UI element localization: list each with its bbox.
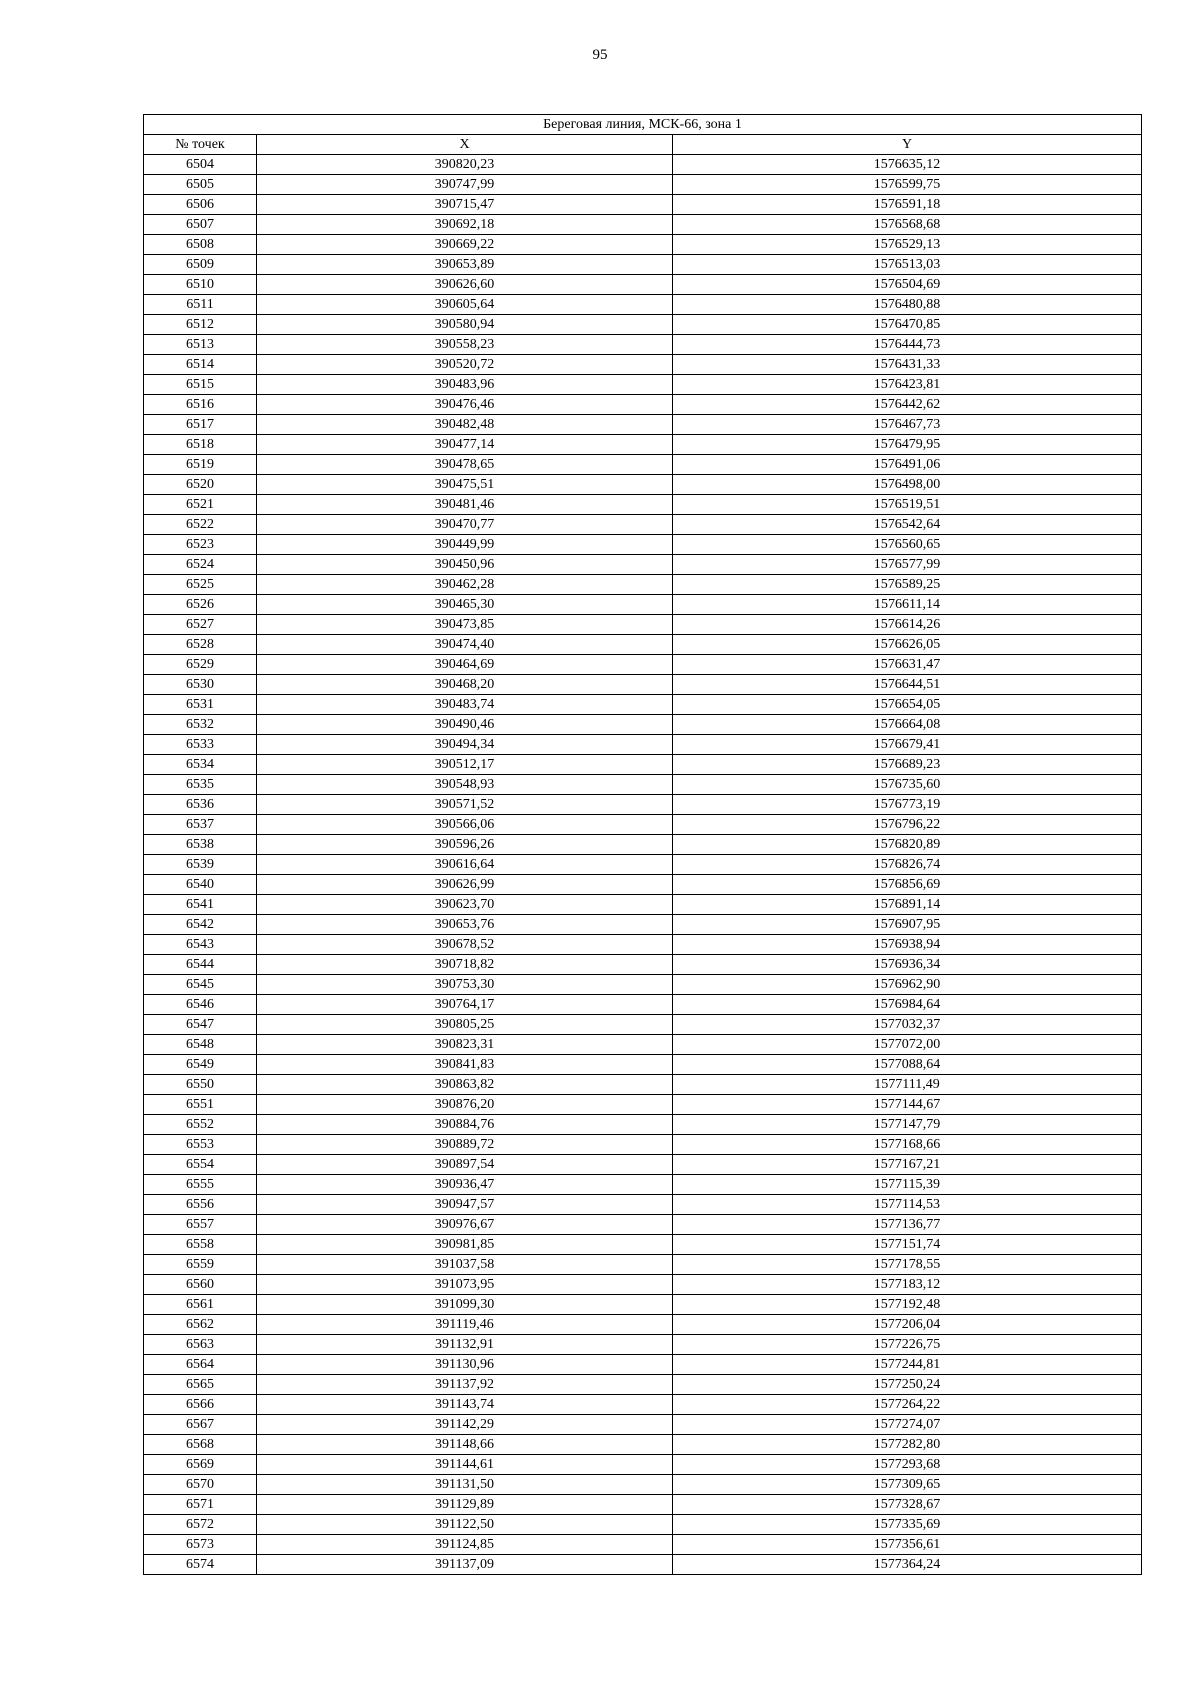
- x-coordinate-cell: 390884,76: [257, 1115, 673, 1135]
- y-coordinate-cell: 1576891,14: [673, 895, 1142, 915]
- table-row: [144, 1395, 1142, 1415]
- table-row: [144, 635, 1142, 655]
- table-row: [144, 715, 1142, 735]
- table-row: [144, 295, 1142, 315]
- x-coordinate-cell: 390764,17: [257, 995, 673, 1015]
- x-coordinate-cell: 390548,93: [257, 775, 673, 795]
- y-coordinate-cell: 1577244,81: [673, 1355, 1142, 1375]
- y-coordinate-cell: 1576654,05: [673, 695, 1142, 715]
- x-coordinate-cell: 390512,17: [257, 755, 673, 775]
- x-coordinate-cell: 390616,64: [257, 855, 673, 875]
- table-body: [144, 155, 1142, 1575]
- y-coordinate-cell: 1577250,24: [673, 1375, 1142, 1395]
- y-coordinate-cell: 1576589,25: [673, 575, 1142, 595]
- point-number-cell: 6570: [144, 1475, 257, 1495]
- point-number-cell: 6562: [144, 1315, 257, 1335]
- x-coordinate-cell: 390863,82: [257, 1075, 673, 1095]
- point-number-cell: 6525: [144, 575, 257, 595]
- point-number-cell: 6510: [144, 275, 257, 295]
- point-number-cell: 6506: [144, 195, 257, 215]
- point-number-cell: 6550: [144, 1075, 257, 1095]
- point-number-cell: 6527: [144, 615, 257, 635]
- y-coordinate-cell: 1576519,51: [673, 495, 1142, 515]
- point-number-cell: 6546: [144, 995, 257, 1015]
- x-coordinate-cell: 390596,26: [257, 835, 673, 855]
- x-coordinate-cell: 390981,85: [257, 1235, 673, 1255]
- table-row: [144, 1135, 1142, 1155]
- x-coordinate-cell: 390482,48: [257, 415, 673, 435]
- x-coordinate-cell: 391124,85: [257, 1535, 673, 1555]
- table-row: [144, 615, 1142, 635]
- x-coordinate-cell: 390483,74: [257, 695, 673, 715]
- y-coordinate-cell: 1576591,18: [673, 195, 1142, 215]
- table-row: [144, 195, 1142, 215]
- table-row: [144, 995, 1142, 1015]
- point-number-cell: 6571: [144, 1495, 257, 1515]
- y-coordinate-cell: 1576470,85: [673, 315, 1142, 335]
- point-number-cell: 6512: [144, 315, 257, 335]
- point-number-cell: 6507: [144, 215, 257, 235]
- table-row: [144, 1435, 1142, 1455]
- y-coordinate-cell: 1576577,99: [673, 555, 1142, 575]
- table-row: [144, 1075, 1142, 1095]
- point-number-cell: 6548: [144, 1035, 257, 1055]
- y-coordinate-cell: 1577293,68: [673, 1455, 1142, 1475]
- table-title: Береговая линия, МСК-66, зона 1: [144, 115, 1142, 135]
- point-number-cell: 6567: [144, 1415, 257, 1435]
- x-coordinate-cell: 390653,89: [257, 255, 673, 275]
- point-number-cell: 6574: [144, 1555, 257, 1575]
- y-coordinate-cell: 1576907,95: [673, 915, 1142, 935]
- x-coordinate-cell: 391037,58: [257, 1255, 673, 1275]
- point-number-cell: 6544: [144, 955, 257, 975]
- table-row: [144, 1235, 1142, 1255]
- x-coordinate-cell: 390449,99: [257, 535, 673, 555]
- x-coordinate-cell: 390520,72: [257, 355, 673, 375]
- table-row: [144, 1175, 1142, 1195]
- point-number-cell: 6537: [144, 815, 257, 835]
- x-coordinate-cell: 391132,91: [257, 1335, 673, 1355]
- x-coordinate-cell: 390474,40: [257, 635, 673, 655]
- point-number-cell: 6563: [144, 1335, 257, 1355]
- point-number-cell: 6542: [144, 915, 257, 935]
- table-row: [144, 1295, 1142, 1315]
- point-number-cell: 6554: [144, 1155, 257, 1175]
- table-row: [144, 155, 1142, 175]
- y-coordinate-cell: 1577309,65: [673, 1475, 1142, 1495]
- point-number-cell: 6526: [144, 595, 257, 615]
- table-row: [144, 1215, 1142, 1235]
- y-coordinate-cell: 1576689,23: [673, 755, 1142, 775]
- table-row: [144, 655, 1142, 675]
- point-number-cell: 6539: [144, 855, 257, 875]
- table-row: [144, 815, 1142, 835]
- table-row: [144, 455, 1142, 475]
- y-coordinate-cell: 1577032,37: [673, 1015, 1142, 1035]
- table-row: [144, 735, 1142, 755]
- x-coordinate-cell: 390669,22: [257, 235, 673, 255]
- point-number-cell: 6553: [144, 1135, 257, 1155]
- x-coordinate-cell: 390468,20: [257, 675, 673, 695]
- table-row: [144, 1475, 1142, 1495]
- x-coordinate-cell: 391130,96: [257, 1355, 673, 1375]
- point-number-cell: 6538: [144, 835, 257, 855]
- table-row: [144, 915, 1142, 935]
- table-row: [144, 235, 1142, 255]
- x-coordinate-cell: 390558,23: [257, 335, 673, 355]
- point-number-cell: 6564: [144, 1355, 257, 1375]
- table-row: [144, 1155, 1142, 1175]
- y-coordinate-cell: 1576513,03: [673, 255, 1142, 275]
- y-coordinate-cell: 1576542,64: [673, 515, 1142, 535]
- x-coordinate-cell: 390571,52: [257, 795, 673, 815]
- y-coordinate-cell: 1576444,73: [673, 335, 1142, 355]
- table-row: [144, 415, 1142, 435]
- y-coordinate-cell: 1576735,60: [673, 775, 1142, 795]
- y-coordinate-cell: 1577144,67: [673, 1095, 1142, 1115]
- y-coordinate-cell: 1577136,77: [673, 1215, 1142, 1235]
- table-row: [144, 535, 1142, 555]
- table-row: [144, 575, 1142, 595]
- point-number-cell: 6565: [144, 1375, 257, 1395]
- y-coordinate-cell: 1577206,04: [673, 1315, 1142, 1335]
- point-number-cell: 6541: [144, 895, 257, 915]
- x-coordinate-cell: 391142,29: [257, 1415, 673, 1435]
- y-coordinate-cell: 1576599,75: [673, 175, 1142, 195]
- y-coordinate-cell: 1576664,08: [673, 715, 1142, 735]
- point-number-cell: 6508: [144, 235, 257, 255]
- y-coordinate-cell: 1577111,49: [673, 1075, 1142, 1095]
- column-header-x: X: [257, 135, 673, 155]
- y-coordinate-cell: 1577328,67: [673, 1495, 1142, 1515]
- y-coordinate-cell: 1576611,14: [673, 595, 1142, 615]
- table-title-row: [144, 115, 1142, 135]
- y-coordinate-cell: 1576442,62: [673, 395, 1142, 415]
- point-number-cell: 6558: [144, 1235, 257, 1255]
- x-coordinate-cell: 391137,09: [257, 1555, 673, 1575]
- x-coordinate-cell: 390753,30: [257, 975, 673, 995]
- x-coordinate-cell: 390476,46: [257, 395, 673, 415]
- point-number-cell: 6529: [144, 655, 257, 675]
- table-row: [144, 255, 1142, 275]
- y-coordinate-cell: 1576984,64: [673, 995, 1142, 1015]
- table-row: [144, 1275, 1142, 1295]
- x-coordinate-cell: 390876,20: [257, 1095, 673, 1115]
- x-coordinate-cell: 391137,92: [257, 1375, 673, 1395]
- page-number: 95: [592, 47, 608, 63]
- point-number-cell: 6573: [144, 1535, 257, 1555]
- table-row: [144, 555, 1142, 575]
- y-coordinate-cell: 1576644,51: [673, 675, 1142, 695]
- table-row: [144, 895, 1142, 915]
- x-coordinate-cell: 390481,46: [257, 495, 673, 515]
- y-coordinate-cell: 1576773,19: [673, 795, 1142, 815]
- point-number-cell: 6568: [144, 1435, 257, 1455]
- point-number-cell: 6530: [144, 675, 257, 695]
- point-number-cell: 6557: [144, 1215, 257, 1235]
- y-coordinate-cell: 1577167,21: [673, 1155, 1142, 1175]
- y-coordinate-cell: 1577264,22: [673, 1395, 1142, 1415]
- point-number-cell: 6520: [144, 475, 257, 495]
- table-row: [144, 1375, 1142, 1395]
- point-number-cell: 6566: [144, 1395, 257, 1415]
- x-coordinate-cell: 390566,06: [257, 815, 673, 835]
- y-coordinate-cell: 1576431,33: [673, 355, 1142, 375]
- point-number-cell: 6513: [144, 335, 257, 355]
- point-number-cell: 6509: [144, 255, 257, 275]
- point-number-cell: 6559: [144, 1255, 257, 1275]
- point-number-cell: 6533: [144, 735, 257, 755]
- x-coordinate-cell: 390678,52: [257, 935, 673, 955]
- table-row: [144, 395, 1142, 415]
- y-coordinate-cell: 1576498,00: [673, 475, 1142, 495]
- x-coordinate-cell: 391073,95: [257, 1275, 673, 1295]
- y-coordinate-cell: 1577364,24: [673, 1555, 1142, 1575]
- x-coordinate-cell: 390494,34: [257, 735, 673, 755]
- y-coordinate-cell: 1576938,94: [673, 935, 1142, 955]
- table-row: [144, 835, 1142, 855]
- x-coordinate-cell: 390626,60: [257, 275, 673, 295]
- table-row: [144, 215, 1142, 235]
- table-header-row: [144, 135, 1142, 155]
- table-row: [144, 495, 1142, 515]
- y-coordinate-cell: 1577183,12: [673, 1275, 1142, 1295]
- point-number-cell: 6518: [144, 435, 257, 455]
- y-coordinate-cell: 1577192,48: [673, 1295, 1142, 1315]
- y-coordinate-cell: 1577072,00: [673, 1035, 1142, 1055]
- x-coordinate-cell: 390490,46: [257, 715, 673, 735]
- x-coordinate-cell: 390473,85: [257, 615, 673, 635]
- point-number-cell: 6517: [144, 415, 257, 435]
- table-row: [144, 1515, 1142, 1535]
- x-coordinate-cell: 390462,28: [257, 575, 673, 595]
- point-number-cell: 6572: [144, 1515, 257, 1535]
- y-coordinate-cell: 1577151,74: [673, 1235, 1142, 1255]
- y-coordinate-cell: 1576529,13: [673, 235, 1142, 255]
- table-row: [144, 335, 1142, 355]
- coordinates-table: [143, 114, 1142, 1575]
- x-coordinate-cell: 391129,89: [257, 1495, 673, 1515]
- point-number-cell: 6511: [144, 295, 257, 315]
- point-number-cell: 6504: [144, 155, 257, 175]
- table-row: [144, 1255, 1142, 1275]
- x-coordinate-cell: 390947,57: [257, 1195, 673, 1215]
- table-row: [144, 935, 1142, 955]
- y-coordinate-cell: 1577088,64: [673, 1055, 1142, 1075]
- column-header-point-number: № точек: [144, 135, 257, 155]
- table-row: [144, 975, 1142, 995]
- x-coordinate-cell: 391119,46: [257, 1315, 673, 1335]
- y-coordinate-cell: 1577115,39: [673, 1175, 1142, 1195]
- table-row: [144, 695, 1142, 715]
- point-number-cell: 6547: [144, 1015, 257, 1035]
- x-coordinate-cell: 390450,96: [257, 555, 673, 575]
- y-coordinate-cell: 1577335,69: [673, 1515, 1142, 1535]
- point-number-cell: 6523: [144, 535, 257, 555]
- x-coordinate-cell: 391148,66: [257, 1435, 673, 1455]
- x-coordinate-cell: 390623,70: [257, 895, 673, 915]
- point-number-cell: 6519: [144, 455, 257, 475]
- y-coordinate-cell: 1576826,74: [673, 855, 1142, 875]
- point-number-cell: 6534: [144, 755, 257, 775]
- table-row: [144, 775, 1142, 795]
- table-row: [144, 795, 1142, 815]
- x-coordinate-cell: 390936,47: [257, 1175, 673, 1195]
- y-coordinate-cell: 1577356,61: [673, 1535, 1142, 1555]
- table-row: [144, 435, 1142, 455]
- point-number-cell: 6560: [144, 1275, 257, 1295]
- y-coordinate-cell: 1576423,81: [673, 375, 1142, 395]
- point-number-cell: 6531: [144, 695, 257, 715]
- table-row: [144, 1555, 1142, 1575]
- table-row: [144, 375, 1142, 395]
- point-number-cell: 6551: [144, 1095, 257, 1115]
- y-coordinate-cell: 1576856,69: [673, 875, 1142, 895]
- table-row: [144, 675, 1142, 695]
- y-coordinate-cell: 1576936,34: [673, 955, 1142, 975]
- x-coordinate-cell: 390897,54: [257, 1155, 673, 1175]
- table-row: [144, 595, 1142, 615]
- table-row: [144, 1535, 1142, 1555]
- x-coordinate-cell: 390823,31: [257, 1035, 673, 1055]
- y-coordinate-cell: 1576467,73: [673, 415, 1142, 435]
- point-number-cell: 6561: [144, 1295, 257, 1315]
- point-number-cell: 6516: [144, 395, 257, 415]
- x-coordinate-cell: 391122,50: [257, 1515, 673, 1535]
- x-coordinate-cell: 390715,47: [257, 195, 673, 215]
- point-number-cell: 6514: [144, 355, 257, 375]
- point-number-cell: 6524: [144, 555, 257, 575]
- table-row: [144, 1055, 1142, 1075]
- x-coordinate-cell: 390475,51: [257, 475, 673, 495]
- table-row: [144, 175, 1142, 195]
- y-coordinate-cell: 1577147,79: [673, 1115, 1142, 1135]
- point-number-cell: 6540: [144, 875, 257, 895]
- y-coordinate-cell: 1577178,55: [673, 1255, 1142, 1275]
- point-number-cell: 6545: [144, 975, 257, 995]
- point-number-cell: 6543: [144, 935, 257, 955]
- y-coordinate-cell: 1576480,88: [673, 295, 1142, 315]
- x-coordinate-cell: 390692,18: [257, 215, 673, 235]
- table-row: [144, 1415, 1142, 1435]
- table-row: [144, 1495, 1142, 1515]
- x-coordinate-cell: 390653,76: [257, 915, 673, 935]
- x-coordinate-cell: 390747,99: [257, 175, 673, 195]
- y-coordinate-cell: 1576626,05: [673, 635, 1142, 655]
- x-coordinate-cell: 390976,67: [257, 1215, 673, 1235]
- y-coordinate-cell: 1576962,90: [673, 975, 1142, 995]
- table-row: [144, 275, 1142, 295]
- y-coordinate-cell: 1576560,65: [673, 535, 1142, 555]
- table-row: [144, 1095, 1142, 1115]
- x-coordinate-cell: 390465,30: [257, 595, 673, 615]
- x-coordinate-cell: 390820,23: [257, 155, 673, 175]
- point-number-cell: 6569: [144, 1455, 257, 1475]
- table-row: [144, 515, 1142, 535]
- x-coordinate-cell: 390805,25: [257, 1015, 673, 1035]
- y-coordinate-cell: 1576479,95: [673, 435, 1142, 455]
- y-coordinate-cell: 1576614,26: [673, 615, 1142, 635]
- y-coordinate-cell: 1577226,75: [673, 1335, 1142, 1355]
- y-coordinate-cell: 1576631,47: [673, 655, 1142, 675]
- point-number-cell: 6555: [144, 1175, 257, 1195]
- x-coordinate-cell: 390478,65: [257, 455, 673, 475]
- y-coordinate-cell: 1576568,68: [673, 215, 1142, 235]
- x-coordinate-cell: 390626,99: [257, 875, 673, 895]
- column-header-y: Y: [673, 135, 1142, 155]
- table-row: [144, 355, 1142, 375]
- x-coordinate-cell: 391131,50: [257, 1475, 673, 1495]
- table-row: [144, 1355, 1142, 1375]
- table-row: [144, 875, 1142, 895]
- table-row: [144, 855, 1142, 875]
- point-number-cell: 6521: [144, 495, 257, 515]
- x-coordinate-cell: 390477,14: [257, 435, 673, 455]
- y-coordinate-cell: 1577274,07: [673, 1415, 1142, 1435]
- y-coordinate-cell: 1576820,89: [673, 835, 1142, 855]
- table-row: [144, 1015, 1142, 1035]
- table-row: [144, 475, 1142, 495]
- y-coordinate-cell: 1577168,66: [673, 1135, 1142, 1155]
- x-coordinate-cell: 390483,96: [257, 375, 673, 395]
- point-number-cell: 6549: [144, 1055, 257, 1075]
- point-number-cell: 6552: [144, 1115, 257, 1135]
- y-coordinate-cell: 1576504,69: [673, 275, 1142, 295]
- table-row: [144, 315, 1142, 335]
- x-coordinate-cell: 391099,30: [257, 1295, 673, 1315]
- point-number-cell: 6515: [144, 375, 257, 395]
- x-coordinate-cell: 390470,77: [257, 515, 673, 535]
- point-number-cell: 6528: [144, 635, 257, 655]
- point-number-cell: 6522: [144, 515, 257, 535]
- table-row: [144, 755, 1142, 775]
- point-number-cell: 6505: [144, 175, 257, 195]
- point-number-cell: 6532: [144, 715, 257, 735]
- y-coordinate-cell: 1577114,53: [673, 1195, 1142, 1215]
- table-row: [144, 1035, 1142, 1055]
- y-coordinate-cell: 1576491,06: [673, 455, 1142, 475]
- table-row: [144, 1335, 1142, 1355]
- x-coordinate-cell: 390605,64: [257, 295, 673, 315]
- point-number-cell: 6536: [144, 795, 257, 815]
- y-coordinate-cell: 1576679,41: [673, 735, 1142, 755]
- y-coordinate-cell: 1576635,12: [673, 155, 1142, 175]
- table-row: [144, 1115, 1142, 1135]
- x-coordinate-cell: 391143,74: [257, 1395, 673, 1415]
- table-row: [144, 1195, 1142, 1215]
- x-coordinate-cell: 390580,94: [257, 315, 673, 335]
- x-coordinate-cell: 390841,83: [257, 1055, 673, 1075]
- x-coordinate-cell: 391144,61: [257, 1455, 673, 1475]
- y-coordinate-cell: 1577282,80: [673, 1435, 1142, 1455]
- table-row: [144, 1315, 1142, 1335]
- point-number-cell: 6535: [144, 775, 257, 795]
- table-row: [144, 1455, 1142, 1475]
- point-number-cell: 6556: [144, 1195, 257, 1215]
- x-coordinate-cell: 390464,69: [257, 655, 673, 675]
- y-coordinate-cell: 1576796,22: [673, 815, 1142, 835]
- table-row: [144, 955, 1142, 975]
- x-coordinate-cell: 390889,72: [257, 1135, 673, 1155]
- x-coordinate-cell: 390718,82: [257, 955, 673, 975]
